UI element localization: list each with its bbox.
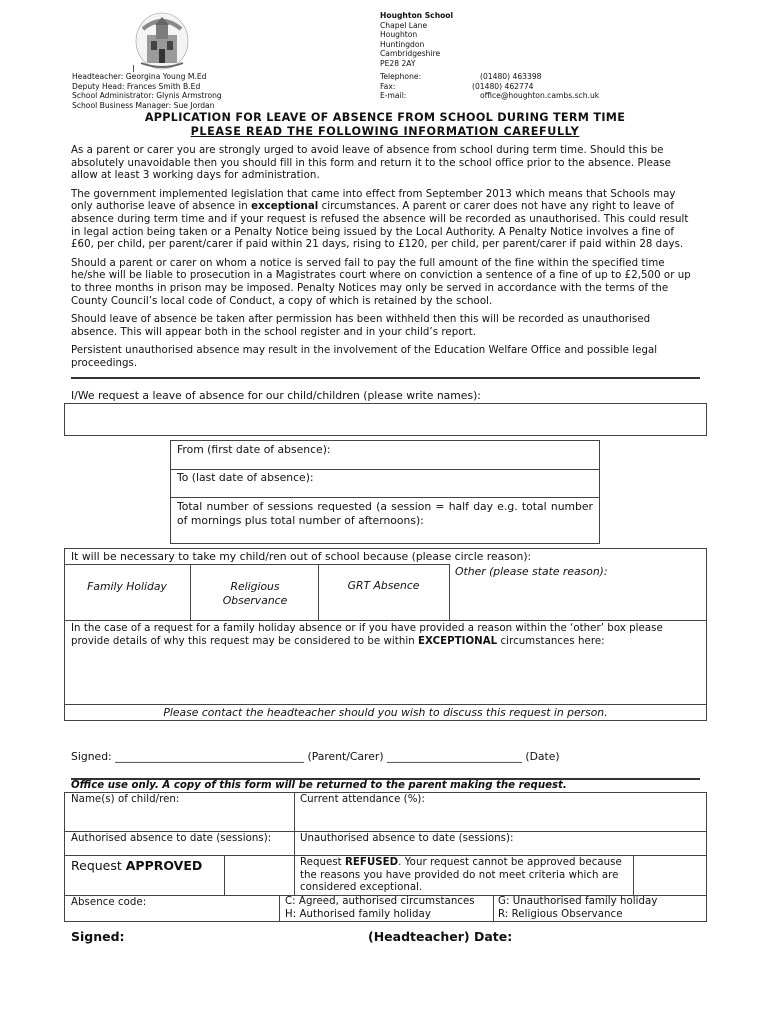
code-options-authorised	[285, 896, 490, 921]
business-manager-line: School Business Manager: Sue Jordan	[72, 100, 215, 110]
text-span: . Your request cannot be approved because the reasons you have provided do not meet criteria which are considered exceptional.	[300, 857, 622, 894]
parent-signature-line[interactable]: Signed: ___________________________________ (Parent/Carer) _________________________ (Date)	[71, 750, 560, 763]
text-span: Request	[300, 857, 346, 868]
contact-note-divider	[64, 704, 707, 705]
request-label: I/We request a leave of absence for our child/children (please write names):	[71, 389, 481, 402]
reason-divider	[449, 564, 450, 620]
authorised-absence-field[interactable]: Authorised absence to date (sessions):	[71, 833, 272, 844]
school-crest-logo	[133, 11, 191, 73]
reason-family-holiday[interactable]: Family Holiday	[87, 580, 167, 593]
telephone-label: Telephone:	[380, 72, 422, 81]
reason-divider	[190, 564, 191, 620]
paragraph-urge: As a parent or carer you are strongly urged to avoid leave of absence from school during term time. Should this be absolutely unavoidable then you should fill in this form and return it to the school office prior to the absence. Please allow at least 3 working days for administration.	[71, 145, 671, 182]
address-line: PE28 2AY	[380, 58, 416, 68]
child-names-office-field[interactable]: Name(s) of child/ren:	[71, 794, 180, 805]
email-value[interactable]: office@houghton.cambs.sch.uk	[480, 91, 600, 101]
code-h: H: Authorised family holiday	[285, 908, 431, 920]
reason-religious-observance[interactable]: Religious Observance	[222, 580, 288, 607]
address-line: Huntingdon	[380, 39, 425, 49]
approved-emphasis: APPROVED	[125, 858, 203, 873]
contact-labels	[380, 72, 460, 101]
office-col-divider	[224, 855, 225, 895]
code-r: R: Religious Observance	[498, 908, 623, 920]
dates-divider	[170, 469, 600, 470]
address-line: Chapel Lane	[380, 20, 428, 30]
telephone-value: (01480) 463398	[480, 72, 542, 81]
administrator-line: School Administrator: Glynis Armstrong	[72, 91, 222, 101]
deputy-line: Deputy Head: Frances Smith B.Ed	[72, 81, 201, 91]
office-col-divider	[294, 855, 295, 895]
paragraph-unauthorised: Should leave of absence be taken after permission has been withheld then this will be recorded as unauthorised absence. This will appear both in the school register and in your child’s report.	[71, 314, 651, 338]
reason-row-top	[64, 564, 449, 565]
office-row-divider	[64, 831, 707, 832]
form-subtitle: PLEASE READ THE FOLLOWING INFORMATION CAREFULLY	[190, 125, 580, 138]
dates-divider	[170, 497, 600, 498]
code-options-unauthorised	[498, 896, 703, 921]
office-col-divider	[493, 895, 494, 922]
current-attendance-field[interactable]: Current attendance (%):	[300, 794, 425, 805]
contact-note: Please contact the headteacher should you wish to discuss this request in person.	[163, 706, 608, 719]
section-divider	[71, 377, 700, 379]
reason-grt-absence[interactable]: GRT Absence	[347, 579, 420, 592]
request-approved-option[interactable]	[71, 858, 202, 873]
text-span: circumstances here:	[497, 635, 605, 647]
paragraph-persistent: Persistent unauthorised absence may result in the involvement of the Education Welfare Office and possible legal proceedings.	[71, 345, 658, 369]
refused-emphasis: REFUSED	[345, 857, 399, 868]
emphasis-exceptional: EXCEPTIONAL	[418, 635, 498, 647]
school-address	[380, 11, 580, 69]
office-col-divider	[633, 855, 634, 895]
text-span: circumstances. A parent or carer does not have any right to leave of absence during term time and if your request is refused the absence will be recorded as unauthorised. This could result in legal action being taken or a Penalty Notice being issued by the Local Authority. A Penalty Notice involves a fine of £60, per child, per parent/carer if paid within 21 days, rising to £120, per child, per parent/carer if paid within 28 days.	[71, 201, 689, 251]
unauthorised-absence-field[interactable]: Unauthorised absence to date (sessions):	[300, 833, 514, 844]
code-c: C: Agreed, authorised circumstances	[285, 896, 475, 907]
from-date-field[interactable]: From (first date of absence):	[177, 443, 331, 456]
headteacher-date-field[interactable]: (Headteacher) Date:	[368, 929, 513, 944]
staff-list	[72, 72, 332, 110]
crest-marker	[133, 65, 134, 72]
paragraph-legislation	[71, 189, 699, 252]
request-refused-option[interactable]	[300, 857, 630, 895]
address-line: Cambridgeshire	[380, 49, 441, 59]
office-col-divider	[294, 792, 295, 855]
office-col-divider	[279, 895, 280, 922]
reason-label: It will be necessary to take my child/ren out of school because (please circle reason):	[71, 550, 532, 563]
to-date-field[interactable]: To (last date of absence):	[177, 471, 314, 484]
paragraph-prosecution: Should a parent or carer on whom a notice is served fail to pay the full amount of the fine within the specified time he/she will be liable to prosecution in a Magistrates court where on conviction a sentence of a fine of up to £2,500 or up to three months in prison may be imposed. Penalty Notices may only be served in accordance with the terms of the County Council’s local code of Conduct, a copy of which is retained by the school.	[71, 257, 691, 307]
emphasis-exceptional: exceptional	[251, 201, 319, 213]
fax-value: (01480) 462774	[472, 81, 534, 91]
fax-label: Fax:	[380, 81, 396, 91]
office-row-divider	[64, 855, 707, 856]
exceptional-details-field[interactable]	[71, 623, 702, 648]
headteacher-signature-field[interactable]: Signed:	[71, 929, 125, 944]
sessions-field[interactable]: Total number of sessions requested (a session = half day e.g. total number of mornings plus total number of afternoons):	[177, 500, 593, 527]
absence-code-field[interactable]: Absence code:	[71, 897, 147, 908]
reason-other[interactable]: Other (please state reason):	[455, 565, 608, 578]
information-text	[71, 145, 699, 371]
text-span: In the case of a request for a family holiday absence or if you have provided a reason within the ‘other’ box please provide details of why this request may be considered to be within	[71, 623, 663, 647]
code-g: G: Unauthorised family holiday	[498, 896, 658, 907]
child-names-input[interactable]	[64, 403, 707, 436]
headteacher-line: Headteacher: Georgina Young M.Ed	[72, 72, 207, 81]
address-line: Houghton	[380, 30, 418, 40]
reason-row-bottom	[64, 620, 707, 621]
school-name: Houghton School	[380, 11, 454, 20]
office-heading: Office use only. A copy of this form will be returned to the parent making the request.	[71, 780, 567, 791]
form-title: APPLICATION FOR LEAVE OF ABSENCE FROM SCHOOL DURING TERM TIME	[144, 111, 626, 124]
text-span: Request	[71, 858, 126, 873]
text-span: The government implemented legislation that came into effect from September 2013 which means that Schools may only authorise leave of absence in	[71, 188, 676, 213]
email-label: E-mail:	[380, 91, 407, 101]
